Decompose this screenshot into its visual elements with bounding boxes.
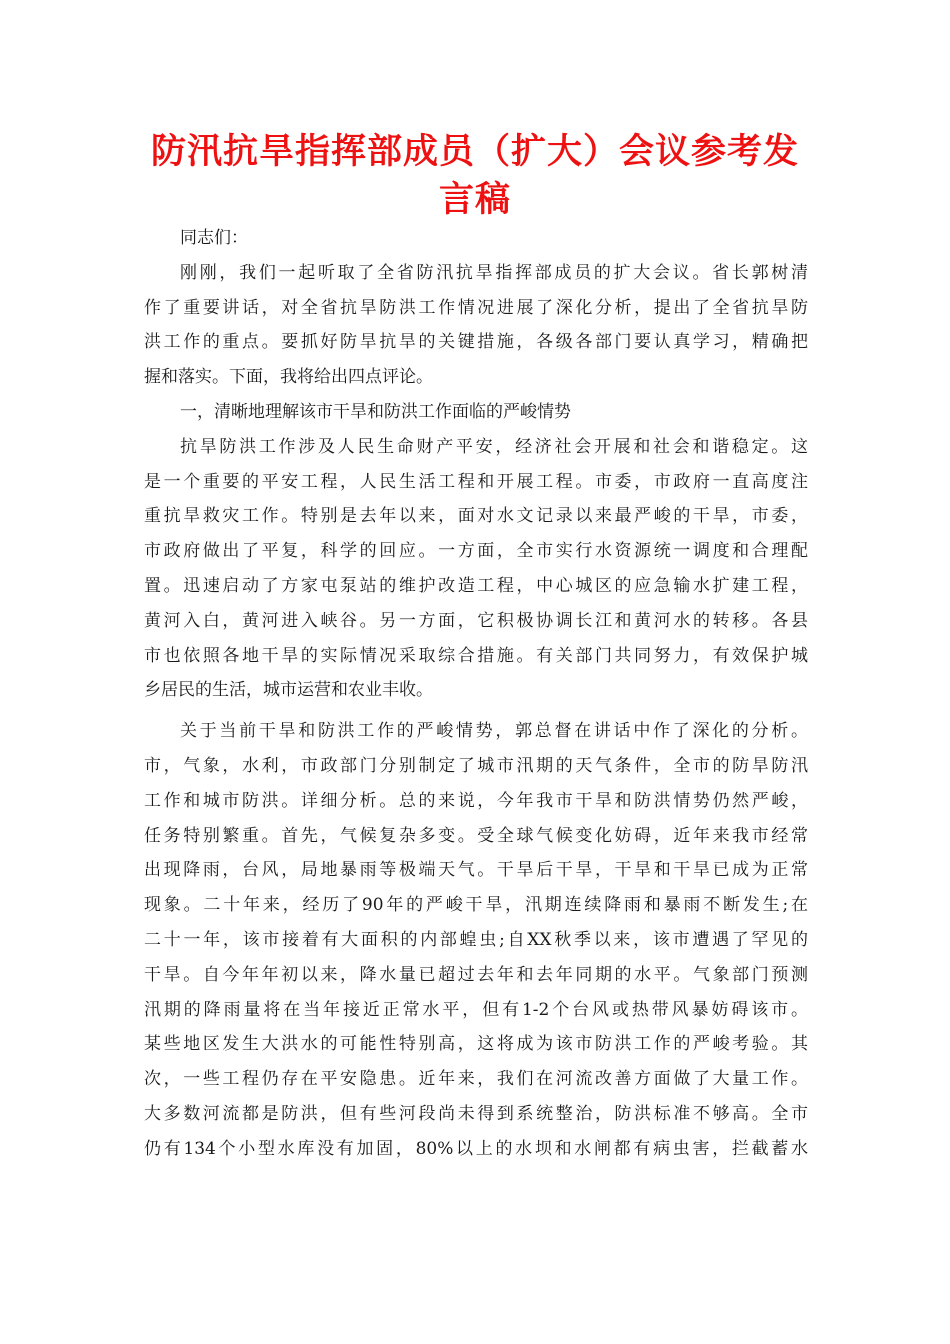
body-line: 市，气象，水利，市政部门分别制定了城市汛期的天气条件，全市的防旱防汛 [144,755,808,776]
body-line: 大多数河流都是防洪，但有些河段尚未得到系统整治，防洪标准不够高。全市 [144,1103,808,1124]
body-line: 某些地区发生大洪水的可能性特别高，这将成为该市防洪工作的严峻考验。其 [144,1034,808,1055]
body-line: 关于当前干旱和防洪工作的严峻情势，郭总督在讲话中作了深化的分析。 [180,721,808,742]
body-line: 市也依照各地干旱的实际情况采取综合措施。有关部门共同努力，有效保护城 [144,645,808,666]
body-line: 重抗旱救灾工作。特别是去年以来，面对水文记录以来最严峻的干旱，市委， [144,506,808,527]
body-line: 握和落实。下面，我将给出四点评论。 [144,367,433,388]
body-line: 现象。二十年来，经历了90年的严峻干旱，汛期连续降雨和暴雨不断发生;在 [144,895,808,916]
body-line: 次，一些工程仍存在平安隐患。近年来，我们在河流改善方面做了大量工作。 [144,1069,808,1090]
body-line: 二十一年，该市接着有大面积的内部蝗虫;自XX秋季以来，该市遭遇了罕见的 [144,929,808,950]
body-line: 洪工作的重点。要抓好防旱抗旱的关键措施，各级各部门要认真学习，精确把 [144,332,808,353]
salutation-line: 同志们： [180,228,248,248]
body-line: 是一个重要的平安工程，人民生活工程和开展工程。市委，市政府一直高度注 [144,471,808,492]
body-line: 乡居民的生活，城市运营和农业丰收。 [144,680,433,701]
section-heading: 一，清晰地理解该市干旱和防洪工作面临的严峻情势 [180,401,571,422]
body-line: 市政府做出了平复，科学的回应。一方面，全市实行水资源统一调度和合理配 [144,541,808,562]
body-line: 仍有134个小型水库没有加固，80%以上的水坝和水闸都有病虫害，拦截蓄水 [144,1138,808,1159]
body-line: 置。迅速启动了方家屯泵站的维护改造工程，中心城区的应急输水扩建工程， [144,575,808,596]
body-line: 作了重要讲话，对全省抗旱防洪工作情况进展了深化分析，提出了全省抗旱防 [144,297,808,318]
body-line: 干旱。自今年年初以来，降水量已超过去年和去年同期的水平。气象部门预测 [144,964,808,985]
body-line: 黄河入白，黄河进入峡谷。另一方面，它积极协调长江和黄河水的转移。各县 [144,610,808,631]
body-line: 任务特别繁重。首先，气候复杂多变。受全球气候变化妨碍，近年来我市经常 [144,825,808,846]
body-line: 工作和城市防洪。详细分析。总的来说，今年我市干旱和防洪情势仍然严峻， [144,790,808,811]
document-body [144,221,808,1167]
document-title: 防汛抗旱指挥部成员（扩大）会议参考发言稿 [150,132,799,220]
body-line: 出现降雨，台风，局地暴雨等极端天气。干旱后干旱，干旱和干旱已成为正常 [144,860,808,881]
body-line: 汛期的降雨量将在当年接近正常水平，但有1-2个台风或热带风暴妨碍该市。 [144,999,808,1020]
body-line: 刚刚，我们一起听取了全省防汛抗旱指挥部成员的扩大会议。省长郭树清 [180,262,808,283]
body-line: 抗旱防洪工作涉及人民生命财产平安，经济社会开展和社会和谐稳定。这 [180,436,808,457]
